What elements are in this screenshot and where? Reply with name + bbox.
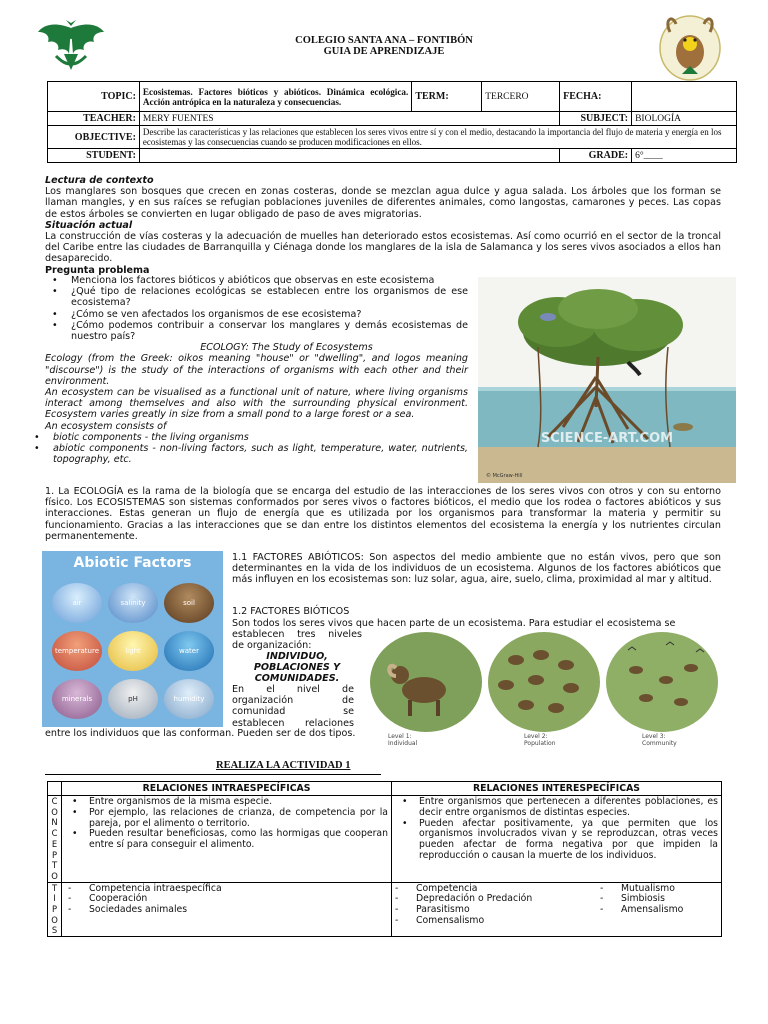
school-mascot-logo (656, 10, 724, 82)
section-1-2-line3: de organización: (232, 640, 312, 651)
ecology-list (27, 432, 468, 466)
section-1-2-line2: establecen tres niveles (232, 629, 362, 640)
concept-row-label: C O N C E P T O (48, 796, 62, 883)
question-and-ecology (45, 275, 468, 465)
organization-levels: INDIVIDUO, POBLACIONES Y COMUNIDADES. (253, 651, 341, 685)
list-item: • ¿Cómo podemos contribuir a conservar los manglares y demás ecosistemas de nuestro país? (45, 320, 468, 342)
list-item: • biotic components - the living organisms (27, 432, 468, 443)
question-heading: Pregunta problema (45, 264, 150, 276)
list-item: • Por ejemplo, las relaciones de crianza, de competencia por la pareja, por el alimento o territorio. (65, 808, 388, 830)
student-label: STUDENT: (48, 149, 140, 163)
soil-icon: soil (164, 583, 214, 623)
section-1-text: 1. La ECOLOGÍA es la rama de la biología que se encarga del estudio de las interacciones de los seres vivos con otros y con su entorno físico. Los ECOSISTEMAS son sistemas conformados por seres vivos o factores bióticos, el medio que los rodea o factores abióticos y sus interacciones. Estas generan un flujo de energía que es utilizada por los organismos para transformar la materia y permitir su funcionamiento. Gracias a las interacciones que se dan entre los distintos elementos del ecosistema la energía y los nutrientes circulan permanentemente. (45, 486, 721, 542)
list-item: • ¿Cómo se ven afectados los organismos de ese ecosistema? (45, 309, 468, 320)
subject-label: SUBJECT: (560, 112, 632, 126)
list-item: - Mutualismo (597, 884, 683, 895)
image-credit: © McGraw-Hill (486, 473, 523, 479)
objective-value: Describe las características y las relaciones que establecen los seres vivos entre sí y con el medio, destacando la importancia del flujo de materia y energía en los ecosistemas y las consecuencias cuando se producen modificaciones en ellos. (139, 126, 736, 149)
minerals-icon: minerals (52, 679, 102, 719)
activity-rule (45, 774, 381, 775)
list-item: - Sociedades animales (65, 905, 388, 916)
term-label: TERM: (412, 82, 482, 112)
guide-info-table (47, 81, 737, 163)
situation-text: La construcción de vías costeras y la adecuación de muelles han deteriorado estos ecosistemas. Así como ocurrió en el sector de la troncal del Caribe entre las ciudades de Barranquilla y Ciénaga donde los manglares de la isla de Salamanca y los seres vivos asociados a ellos han desaparecido. (45, 231, 721, 265)
air-icon: air (52, 583, 102, 623)
list-item: - Amensalismo (597, 905, 683, 916)
inter-types-list-a (392, 884, 597, 927)
question-list (45, 275, 468, 342)
list-item: - Cooperación (65, 894, 388, 905)
list-item: - Depredación o Predación (392, 894, 597, 905)
topic-label: TOPIC: (48, 82, 140, 112)
mangrove-illustration (478, 277, 736, 483)
school-name: COLEGIO SANTA ANA – FONTIBÓN (295, 35, 473, 46)
fecha-field[interactable] (632, 82, 737, 112)
list-item: - Competencia (392, 884, 597, 895)
inter-header: RELACIONES INTERESPECÍFICAS (392, 782, 722, 796)
student-field[interactable] (139, 149, 559, 163)
grade-value: 6°____ (632, 149, 737, 163)
list-item: • Menciona los factores bióticos y abióticos que observas en este ecosistema (45, 275, 468, 286)
list-item: - Competencia intraespecífica (65, 884, 388, 895)
teacher-value: MERY FUENTES (139, 112, 559, 126)
section-1-2-line1: Son todos los seres vivos que hacen parte de un ecosistema. Para estudiar el ecosistema se (232, 618, 676, 629)
grade-label: GRADE: (560, 149, 632, 163)
relations-table (47, 781, 722, 937)
term-value: TERCERO (482, 82, 560, 112)
list-item: • Entre organismos que pertenecen a diferentes poblaciones, es decir entre organismos de distintas especies. (395, 797, 718, 819)
ecology-p2: An ecosystem can be visualised as a functional unit of nature, where living organisms interact among themselves and also with the surrounding physical environment. Ecosystem varies greatly in size from a small pond to a large forest or a sea. (45, 387, 468, 421)
intra-concept-list (65, 797, 388, 851)
inter-types-list-b (597, 884, 683, 927)
image-watermark: SCIENCE-ART.COM (540, 431, 674, 446)
level-1-caption: Level 1: Individual (388, 733, 418, 747)
guide-title: GUIA DE APRENDIZAJE (323, 46, 445, 57)
activity-title: REALIZA LA ACTIVIDAD 1 (216, 760, 351, 771)
section-1-2-tail: entre los individuos que las conforman. Pueden ser de dos tipos. (45, 728, 356, 739)
list-item: - Simbiosis (597, 894, 683, 905)
section-1-2-column-text: En el nivel de organización de comunidad se establecen relaciones (232, 684, 354, 729)
ecology-p3: An ecosystem consists of (45, 420, 167, 432)
level-3-caption: Level 3: Community (642, 733, 677, 747)
section-1-1-text: 1.1 FACTORES ABIÓTICOS: Son aspectos del medio ambiente que no están vivos, pero que son determinantes en la vida de los individuos de un ecosistema. Algunos de los factores abióticos que más influyen en los ecosistemas son: luz solar, agua, aire, suelo, clima, proximidad al mar y altitud. (232, 552, 721, 586)
light-icon: light (108, 631, 158, 671)
temperature-icon: temperature (52, 631, 102, 671)
subject-value: BIOLOGÍA (632, 112, 737, 126)
reading-section (45, 175, 721, 276)
inter-concept-list (395, 797, 718, 862)
intra-header: RELACIONES INTRAESPECÍFICAS (62, 782, 392, 796)
list-item: - Comensalismo (392, 916, 597, 927)
topic-value: Ecosistemas. Factores bióticos y abióticos. Dinámica ecológica. Acción antrópica en la naturaleza y consecuencias. (139, 82, 411, 112)
level-2-caption: Level 2: Population (524, 733, 556, 747)
salinity-icon: salinity (108, 583, 158, 623)
list-item: • ¿Qué tipo de relaciones ecológicas se establecen entre los organismos de ese ecosistema? (45, 286, 468, 308)
abiotic-image-title: Abiotic Factors (73, 555, 192, 571)
objective-label: OBJECTIVE: (48, 126, 140, 149)
organization-levels-image (366, 630, 722, 750)
ecology-title: ECOLOGY: The Study of Ecosystems (200, 342, 373, 354)
intra-types-list (65, 884, 388, 916)
list-item: - Parasitismo (392, 905, 597, 916)
list-item: • Pueden afectar positivamente, ya que permiten que los organismos involucrados vivan y se reproduzcan, otras veces pueden afectar de forma negativa por que impiden la reproducción o causan la muerte de los individuos. (395, 819, 718, 862)
ph-icon: pH (108, 679, 158, 719)
humidity-icon: humidity (164, 679, 214, 719)
list-item: • Pueden resultar beneficiosas, como las hormigas que cooperan entre sí para conseguir el alimento. (65, 829, 388, 851)
ecology-p1: Ecology (from the Greek: oikos meaning "house" or "dwelling", and logos meaning "discourse") is the study of the interactions of organisms with each other and their environment. (45, 353, 468, 387)
abiotic-factors-image (42, 551, 223, 727)
list-item: • abiotic components - non-living factors, such as light, temperature, water, nutrients, topography, etc. (27, 443, 468, 465)
situation-heading: Situación actual (45, 219, 133, 231)
section-1-2-heading: 1.2 FACTORES BIÓTICOS (232, 606, 350, 617)
reading-heading: Lectura de contexto (45, 175, 154, 186)
fecha-label: FECHA: (560, 82, 632, 112)
reading-text: Los manglares son bosques que crecen en zonas costeras, donde se mezclan agua dulce y agua salada. Los árboles que los forman se llaman mangles, y en sus raíces se refugian poblaciones juveniles de diferentes animales, como langostas, camarones y peces. Las copas de estos árboles se convierten en lugar obligado de paso de aves migratorias. (45, 186, 721, 220)
water-icon: water (164, 631, 214, 671)
types-row-label: T I P O S (48, 882, 62, 937)
teacher-label: TEACHER: (48, 112, 140, 126)
list-item: • Entre organismos de la misma especie. (65, 797, 388, 808)
